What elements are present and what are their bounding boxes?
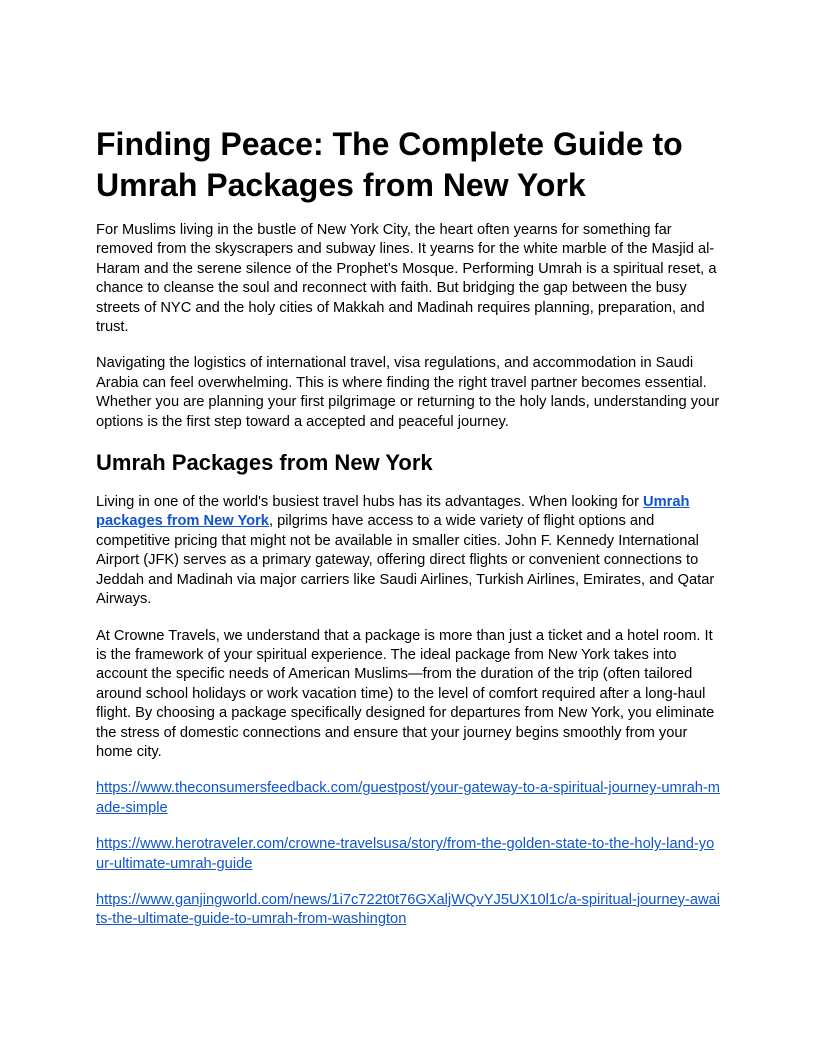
reference-line-3 (96, 891, 720, 930)
section-heading-umrah-packages: Umrah Packages from New York (96, 450, 433, 476)
document-title: Finding Peace: The Complete Guide to Umrah Packages from New York (96, 126, 683, 203)
reference-link-consumersfeedback[interactable]: https://www.theconsumersfeedback.com/guestpost/your-gateway-to-a-spiritual-journey-umrah-made-simple (96, 780, 720, 816)
reference-line-1 (96, 779, 720, 818)
packages-paragraph (96, 493, 720, 609)
intro-paragraph-2: Navigating the logistics of international travel, visa regulations, and accommodation in Saudi Arabia can feel overwhelming. This is where finding the right travel partner becomes essential. Whether you are planning your first pilgrimage or returning to the holy lands, understanding your options is the first step toward a accepted and peaceful journey. (96, 355, 720, 430)
reference-link-ganjingworld[interactable]: https://www.ganjingworld.com/news/1i7c722t0t76GXaljWQvYJ5UX10l1c/a-spiritual-journey-awaits-the-ultimate-guide-to-umrah-from-washington (96, 891, 720, 928)
umrah-packages-link[interactable]: Umrah packages from New York (96, 494, 690, 530)
crowne-travels-paragraph: At Crowne Travels, we understand that a package is more than just a ticket and a hotel room. It is the framework of your spiritual experience. The ideal package from New York takes into account the specific needs of American Muslims—from the duration of the trip (often tailored around school holidays or work vacation time) to the level of comfort required after a long-haul flight. By choosing a package specifically designed for departures from New York, you eliminate the stress of domestic connections and ensure that your journey begins smoothly from your home city. (96, 627, 715, 760)
packages-paragraph-text-before: Living in one of the world's busiest travel hubs has its advantages. When looking for (96, 494, 644, 511)
intro-paragraph-1: For Muslims living in the bustle of New York City, the heart often yearns for something far removed from the skyscrapers and subway lines. It yearns for the white marble of the Masjid al-Haram and the serene silence of the Prophet’s Mosque. Performing Umrah is a spiritual reset, a chance to cleanse the soul and reconnect with faith. But bridging the gap between the busy streets of NYC and the holy cities of Makkah and Madinah requires planning, preparation, and trust. (96, 222, 717, 336)
reference-link-herotraveler[interactable]: https://www.herotraveler.com/crowne-travelsusa/story/from-the-golden-state-to-the-holy-land-your-ultimate-umrah-guide (96, 836, 715, 872)
reference-line-2 (96, 835, 720, 874)
packages-paragraph-text-after: , pilgrims have access to a wide variety of flight options and competitive pricing that might not be available in smaller cities. John F. Kennedy International Airport (JFK) serves as a primary gateway, offering direct flights or convenient connections to Jeddah and Madinah via major carriers like Saudi Airlines, Turkish Airlines, Emirates, and Qatar Airways. (96, 513, 715, 608)
